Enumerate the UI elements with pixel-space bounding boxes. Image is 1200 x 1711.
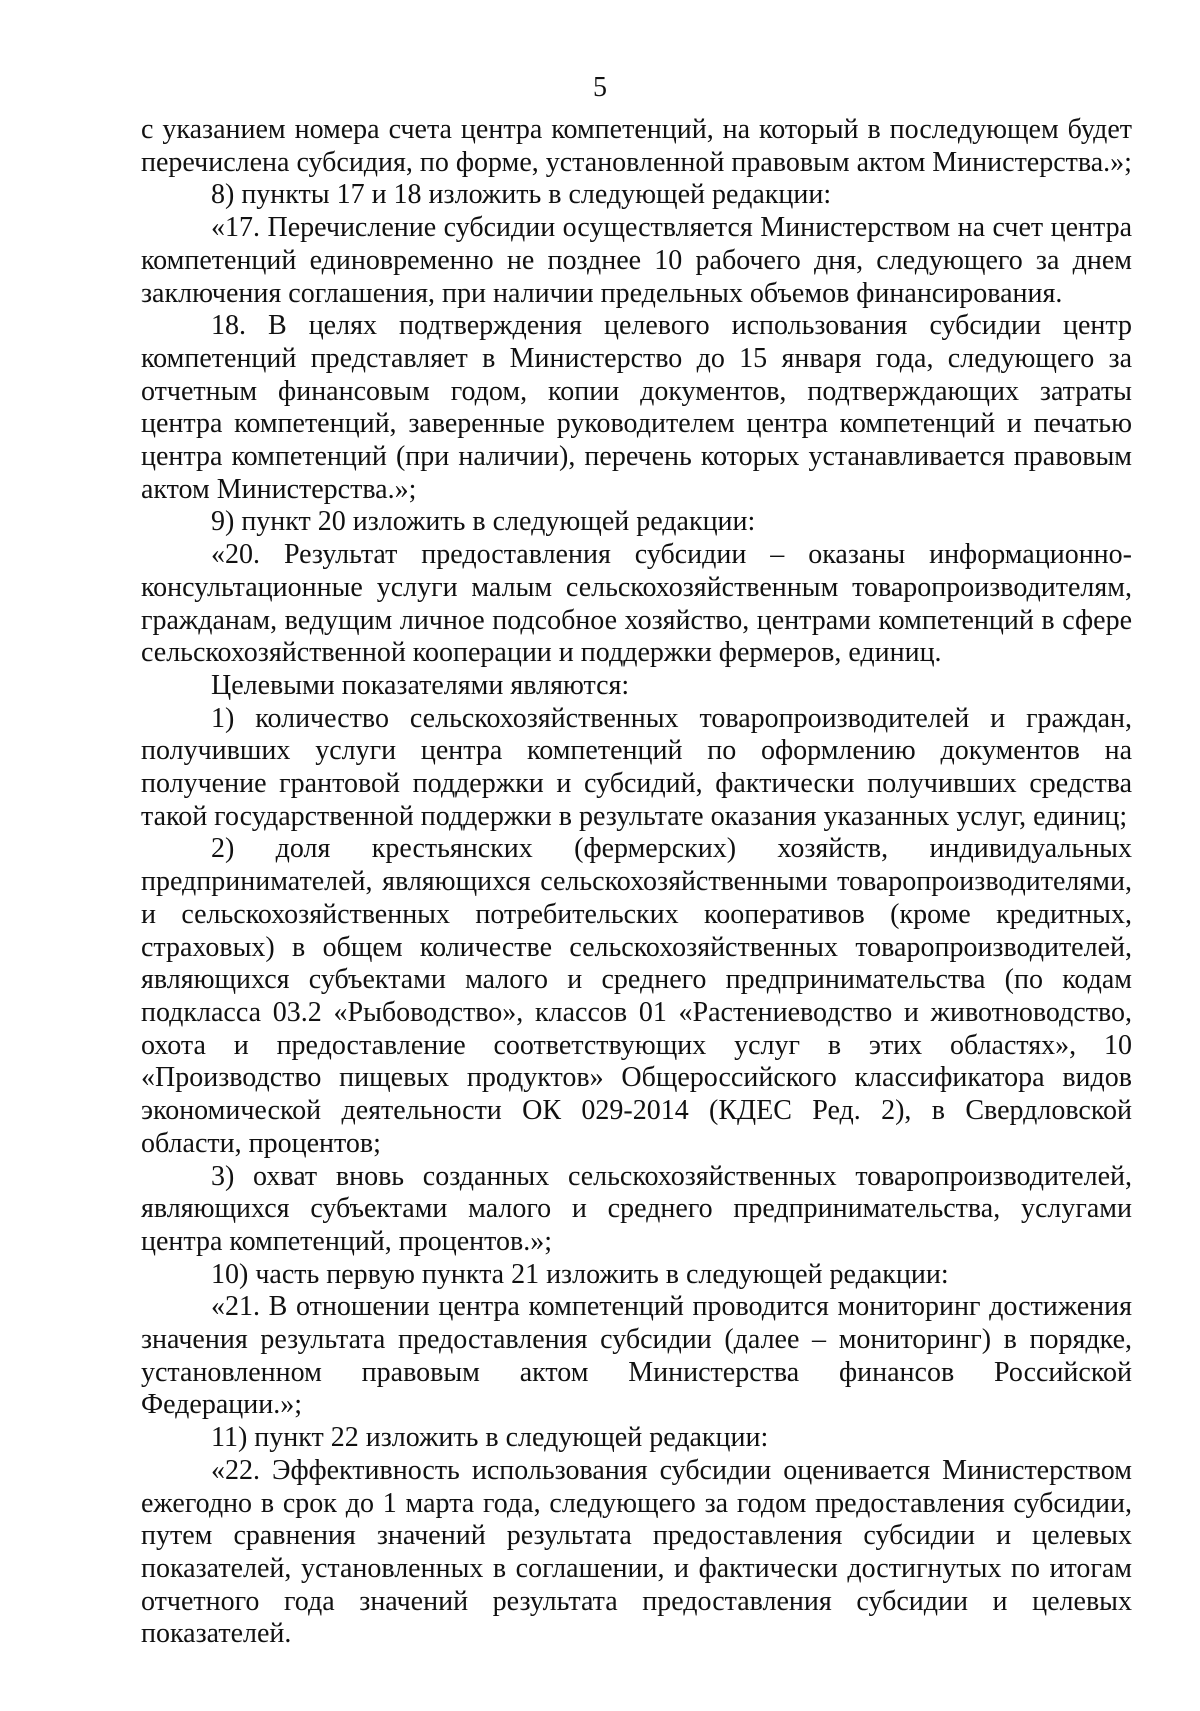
paragraph-clause-22: «22. Эффективность использования субсидии оценивается Министерством ежегодно в срок до 1 марта года, следующего за годом предоставления субсидии, путем сравнения значений результата предоставления субсидии и целевых показателей, установленных в соглашении, и фактически достигнутых по итогам отчетного года значений результата предоставления субсидии и целевых показателей. (141, 1454, 1132, 1650)
paragraph-indicator-3: 3) охват вновь созданных сельскохозяйственных товаропроизводителей, являющихся субъектами малого и среднего предпринимательства, услугами центра компетенций, процентов.»; (141, 1160, 1132, 1257)
paragraph-item-8: 8) пункты 17 и 18 изложить в следующей редакции: (211, 179, 832, 211)
paragraph-indicator-1: 1) количество сельскохозяйственных товаропроизводителей и граждан, получивших услуги центра компетенций по оформлению документов на получение грантовой поддержки и субсидий, фактически получивших средства такой государственной поддержки в результате оказания указанных услуг, единиц; (141, 702, 1132, 832)
document-body (141, 114, 1132, 1651)
paragraph-item-10: 10) часть первую пункта 21 изложить в следующей редакции: (211, 1258, 949, 1290)
paragraph-continuation: с указанием номера счета центра компетенций, на который в последующем будет перечислена субсидия, по форме, установленной правовым актом Министерства.»; (141, 114, 1132, 178)
paragraph-item-11: 11) пункт 22 изложить в следующей редакции: (211, 1422, 769, 1454)
paragraph-item-9: 9) пункт 20 изложить в следующей редакции: (211, 506, 756, 538)
paragraph-clause-17: «17. Перечисление субсидии осуществляется Министерством на счет центра компетенций единовременно не позднее 10 рабочего дня, следующего за днем заключения соглашения, при наличии предельных объемов финансирования. (141, 212, 1132, 309)
paragraph-clause-20: «20. Результат предоставления субсидии – оказаны информационно-консультационные услуги малым сельскохозяйственным товаропроизводителям, гражданам, ведущим личное подсобное хозяйство, центрами компетенций в сфере сельскохозяйственной кооперации и поддержки фермеров, единиц. (141, 539, 1132, 669)
paragraph-clause-21: «21. В отношении центра компетенций проводится мониторинг достижения значения результата предоставления субсидии (далее – мониторинг) в порядке, установленном правовым актом Министерства финансов Российской Федерации.»; (141, 1291, 1132, 1421)
paragraph-target-indicators-heading: Целевыми показателями являются: (211, 669, 630, 701)
paragraph-clause-18: 18. В целях подтверждения целевого использования субсидии центр компетенций представляет в Министерство до 15 января года, следующего за отчетным финансовым годом, копии документов, подтверждающих затраты центра компетенций, заверенные руководителем центра компетенций и печатью центра компетенций (при наличии), перечень которых устанавливается правовым актом Министерства.»; (141, 310, 1132, 505)
paragraph-indicator-2: 2) доля крестьянских (фермерских) хозяйств, индивидуальных предпринимателей, являющихся сельскохозяйственными товаропроизводителями, и сельскохозяйственных потребительских кооперативов (кроме кредитных, страховых) в общем количестве сельскохозяйственных товаропроизводителей, являющихся субъектами малого и среднего предпринимательства (по кодам подкласса 03.2 «Рыбоводство», классов 01 «Растениеводство и животноводство, охота и предоставление соответствующих услуг в этих областях», 10 «Производство пищевых продуктов» Общероссийского классификатора видов экономической деятельности ОК 029-2014 (КДЕС Ред. 2), в Свердловской области, процентов; (141, 833, 1132, 1159)
page-number: 5 (593, 72, 607, 103)
